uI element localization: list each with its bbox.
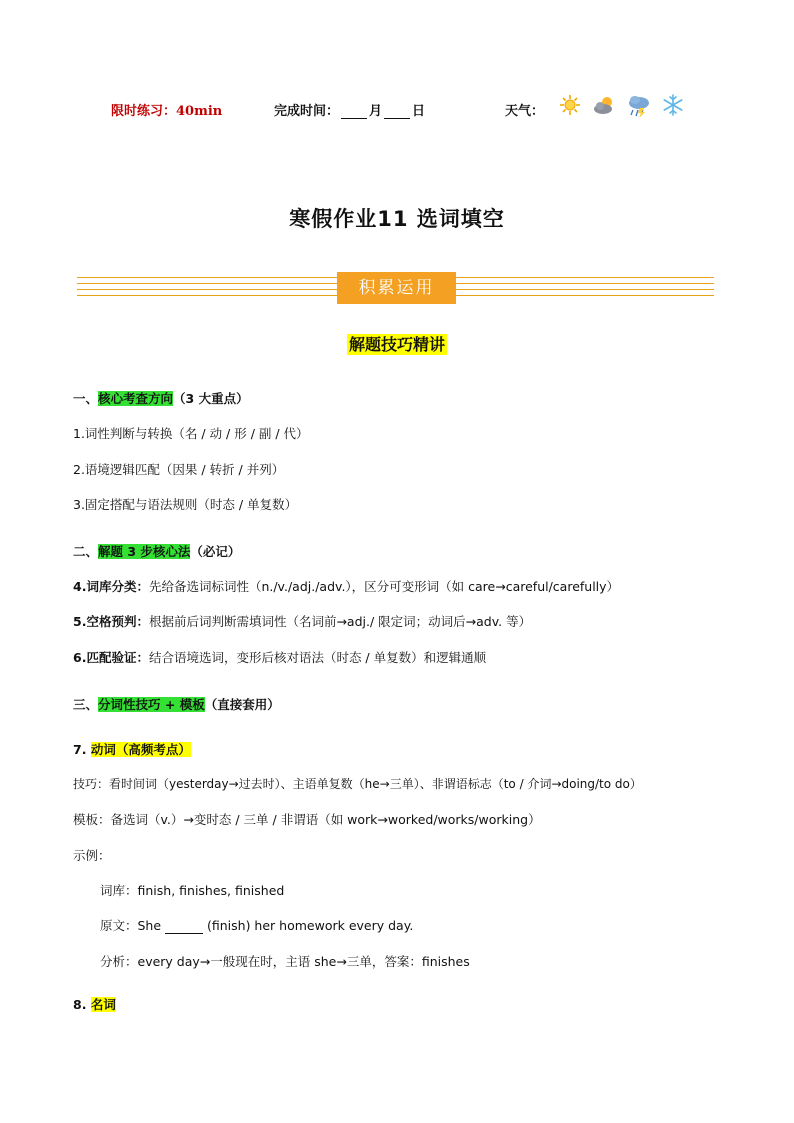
heading-prefix: 三、 — [73, 697, 99, 712]
sun-icon — [559, 94, 581, 116]
answer-blank[interactable] — [165, 921, 203, 934]
heading-prefix: 8. — [73, 997, 91, 1012]
list-item: 3.固定搭配与语法规则（时态 / 单复数） — [73, 497, 298, 512]
partly-cloudy-icon — [593, 94, 617, 116]
original-sentence — [100, 916, 413, 934]
item-body: 根据前后词判断需填词性（名词前→adj./ 限定词；动词后→adv. 等） — [148, 614, 532, 629]
heading-highlight: 解题 3 步核心法 — [98, 544, 191, 559]
heading-suffix: （直接套用） — [204, 697, 280, 712]
section-heading-3 — [73, 695, 280, 713]
item-lead: 5.空格预判： — [73, 614, 149, 629]
storm-icon — [627, 94, 651, 118]
heading-highlight: 动词（高频考点） — [90, 742, 191, 757]
completion-time — [274, 100, 425, 119]
time-limit-label: 限时练习：40min — [111, 104, 223, 119]
list-item — [73, 648, 486, 666]
list-item — [73, 612, 531, 630]
tip-line: 技巧：看时间词（yesterday→过去时）、主语单复数（he→三单）、非谓语标志（to / 介词→doing/to do） — [73, 777, 642, 791]
template-line: 模板：备选词（v.）→变时态 / 三单 / 非谓语（如 work→worked/works/working） — [73, 812, 541, 827]
heading-prefix: 7. — [73, 742, 91, 757]
day-blank[interactable] — [384, 105, 410, 119]
heading-highlight: 名词 — [90, 997, 116, 1012]
item-body: 结合语境选词，变形后核对语法（时态 / 单复数）和逻辑通顺 — [148, 650, 487, 665]
section-heading-2 — [73, 542, 240, 560]
item-7-heading — [73, 740, 191, 758]
item-lead: 6.匹配验证： — [73, 650, 149, 665]
item-body: 先给备选词标词性（n./v./adj./adv.），区分可变形词（如 care→careful/carefully） — [148, 579, 620, 594]
section-banner: 积累运用 — [337, 272, 456, 304]
wordbank-line: 词库：finish, finishes, finished — [100, 883, 285, 898]
weather-label: 天气： — [505, 104, 545, 119]
heading-prefix: 二、 — [73, 544, 99, 559]
heading-suffix: （必记） — [190, 544, 241, 559]
heading-suffix: （3 大重点） — [173, 391, 249, 406]
page-title: 寒假作业11 选词填空 — [289, 207, 505, 231]
month-label: 月 — [369, 104, 383, 119]
sentence-start: 原文：She — [100, 918, 166, 933]
heading-prefix: 一、 — [73, 391, 99, 406]
sentence-end: (finish) her homework every day. — [203, 918, 414, 933]
completion-label: 完成时间： — [274, 104, 340, 119]
list-item — [73, 577, 619, 595]
analysis-line: 分析：every day→一般现在时，主语 she→三单，答案：finishes — [100, 954, 470, 969]
section-heading-1 — [73, 389, 249, 407]
heading-highlight: 分词性技巧 + 模板 — [98, 697, 205, 712]
day-label: 日 — [412, 104, 426, 119]
header-bar — [111, 100, 711, 120]
subtitle — [0, 332, 794, 355]
month-blank[interactable] — [341, 105, 367, 119]
item-lead: 4.词库分类： — [73, 579, 149, 594]
subtitle-text: 解题技巧精讲 — [348, 335, 445, 354]
list-item: 2.语境逻辑匹配（因果 / 转折 / 并列） — [73, 462, 285, 477]
example-label: 示例： — [73, 848, 111, 863]
list-item: 1.词性判断与转换（名 / 动 / 形 / 副 / 代） — [73, 426, 309, 441]
heading-highlight: 核心考查方向 — [98, 391, 174, 406]
item-8-heading — [73, 995, 116, 1013]
snowflake-icon — [662, 94, 684, 116]
